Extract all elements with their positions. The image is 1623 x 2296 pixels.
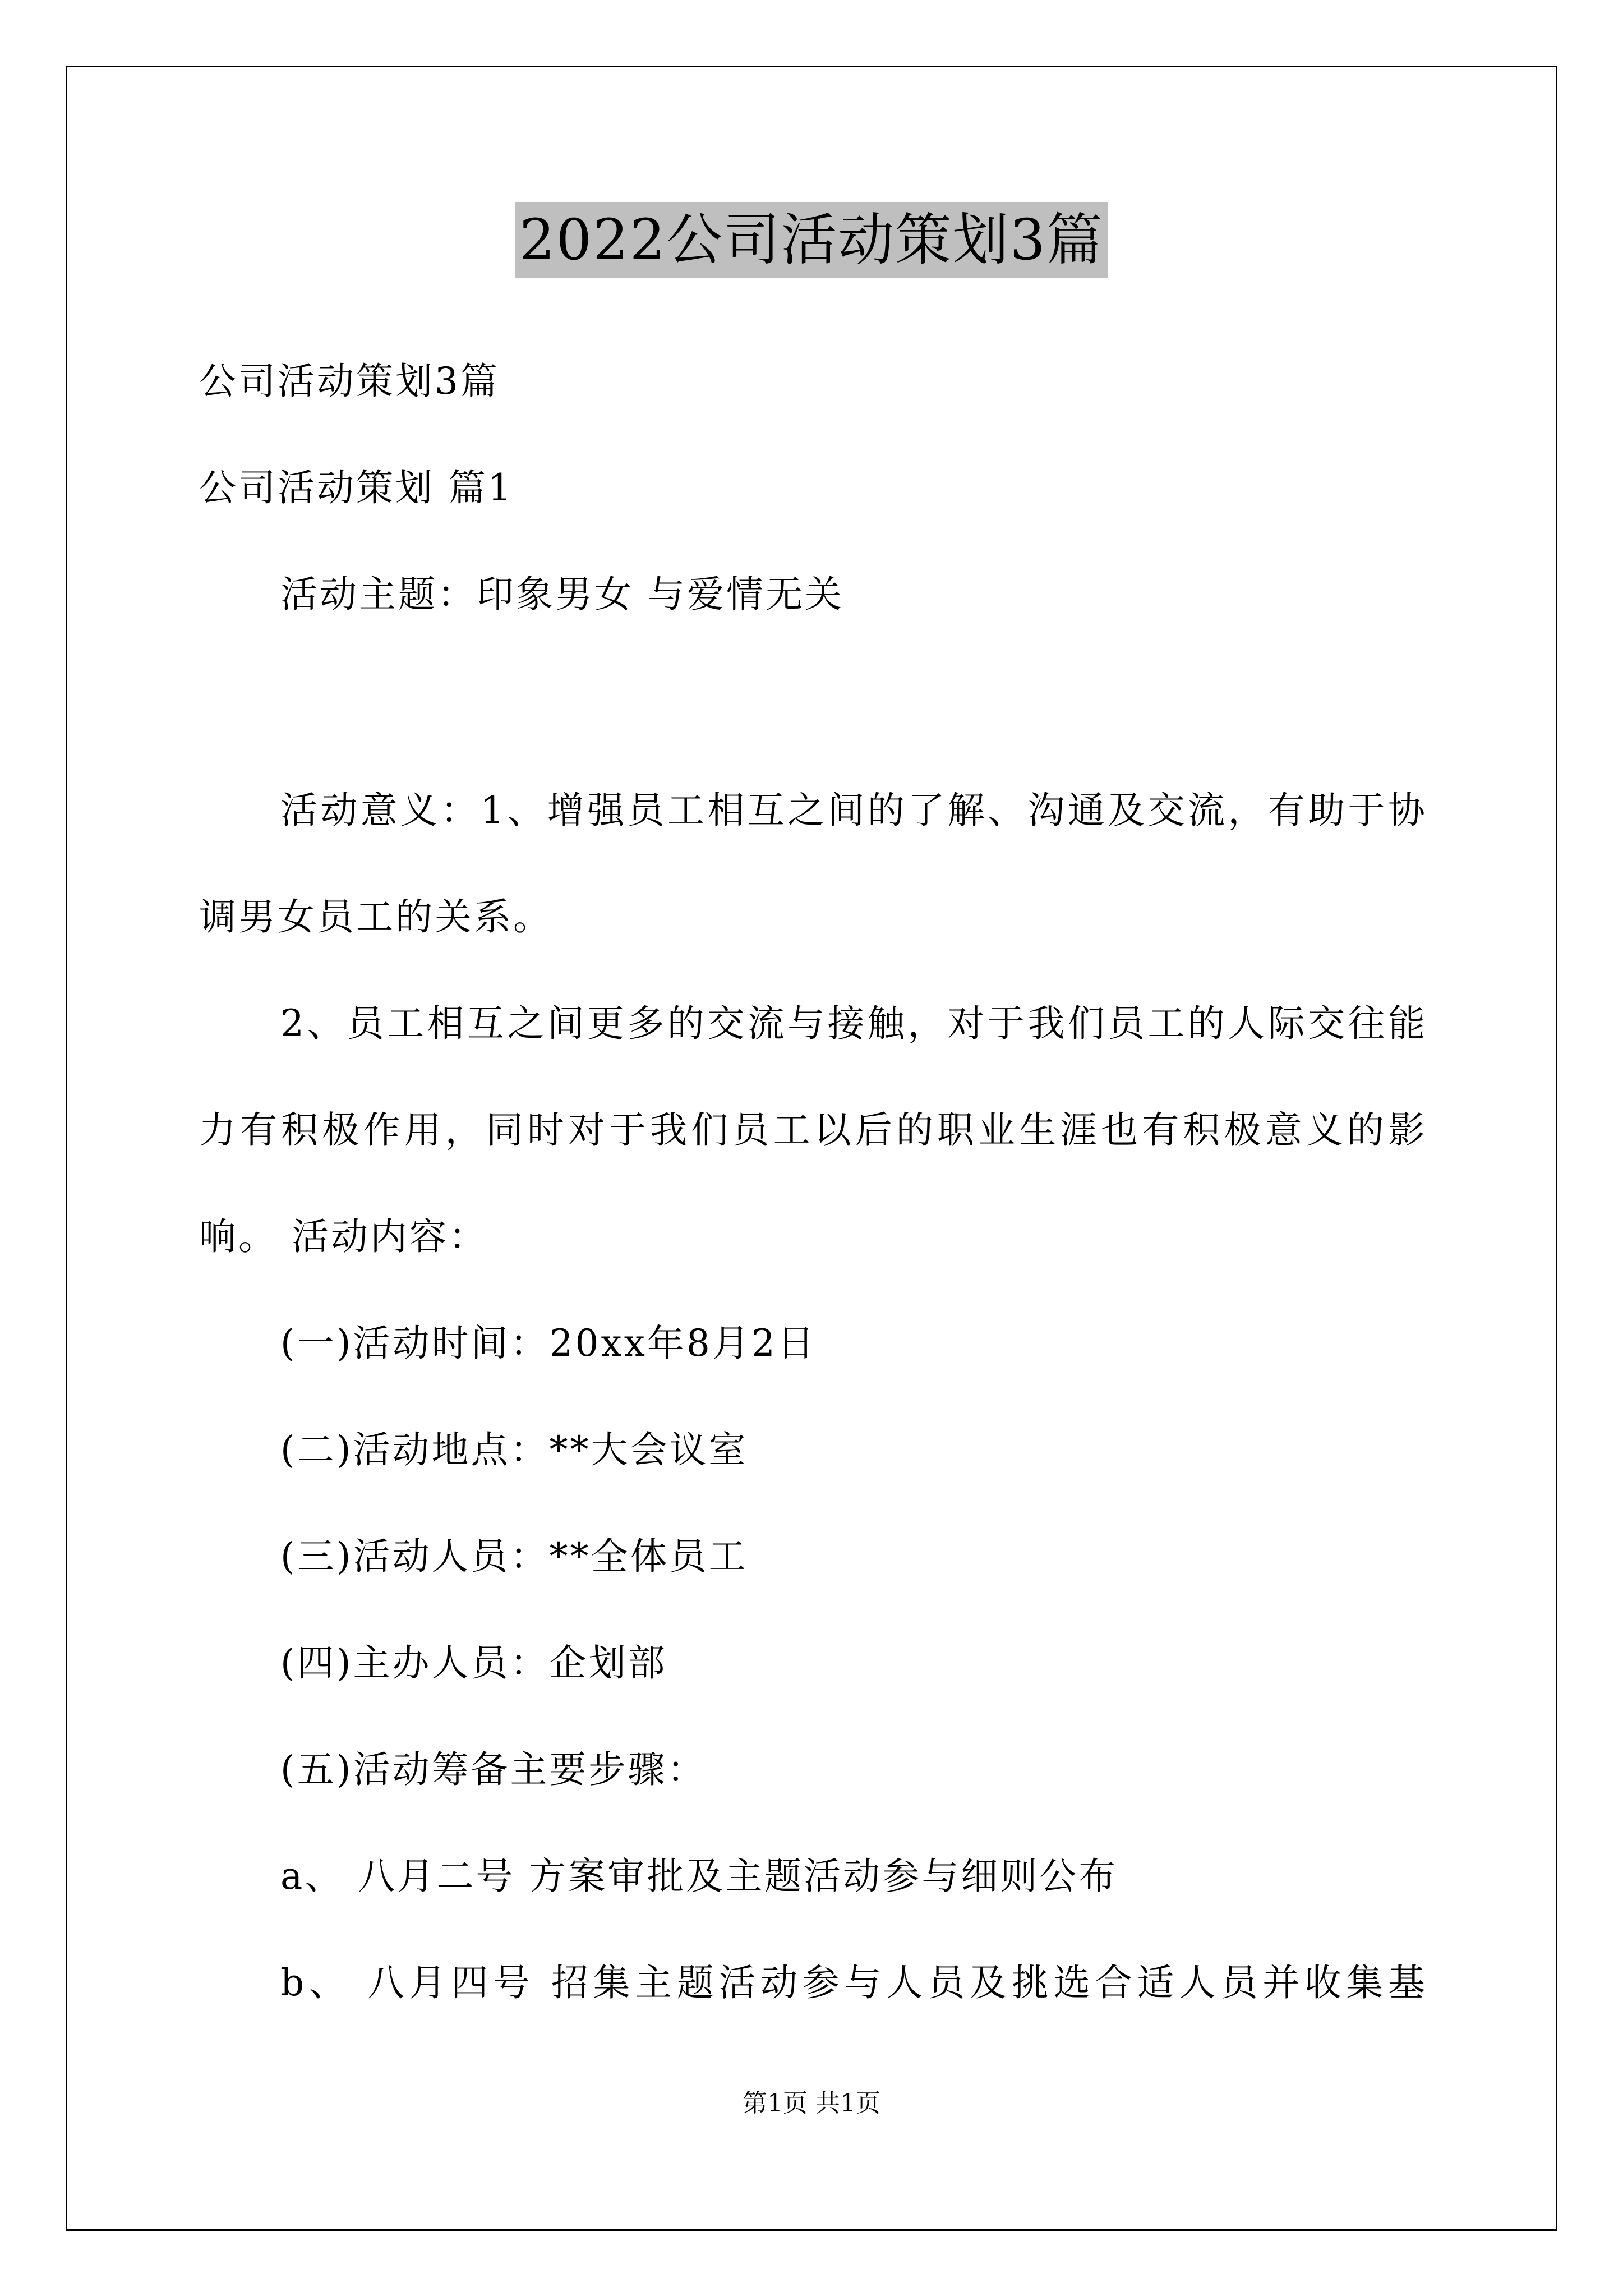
step-b: b、 八月四号 招集主题活动参与人员及挑选合适人员并收集基 bbox=[280, 1961, 1427, 2004]
item-location: (二)活动地点：**大会议室 bbox=[280, 1428, 748, 1471]
paragraph-significance-2-cont: 力有积极作用，同时对于我们员工以后的职业生涯也有积极意义的影 bbox=[199, 1108, 1427, 1152]
title-container bbox=[0, 202, 1623, 278]
paragraph-significance-1-cont: 调男女员工的关系。 bbox=[199, 895, 552, 938]
paragraph-theme: 活动主题：印象男女 与爱情无关 bbox=[280, 573, 844, 616]
item-time: (一)活动时间：20xx年8月2日 bbox=[280, 1322, 817, 1365]
paragraph-content-heading: 响。 活动内容： bbox=[199, 1215, 488, 1258]
paragraph-significance-2: 2、员工相互之间更多的交流与接触，对于我们员工的人际交往能 bbox=[280, 1002, 1427, 1045]
item-steps: (五)活动筹备主要步骤： bbox=[280, 1748, 707, 1791]
document-title: 2022公司活动策划3篇 bbox=[515, 202, 1108, 278]
section-heading: 公司活动策划 篇1 bbox=[199, 466, 514, 509]
page-footer: 第1页 共1页 bbox=[743, 2089, 880, 2118]
item-participants: (三)活动人员：**全体员工 bbox=[280, 1535, 748, 1578]
step-a: a、 八月二号 方案审批及主题活动参与细则公布 bbox=[280, 1855, 1118, 1898]
subtitle-line: 公司活动策划3篇 bbox=[199, 360, 500, 403]
item-organizer: (四)主办人员：企划部 bbox=[280, 1641, 667, 1685]
paragraph-significance-1: 活动意义：1、增强员工相互之间的了解、沟通及交流，有助于协 bbox=[280, 789, 1427, 832]
